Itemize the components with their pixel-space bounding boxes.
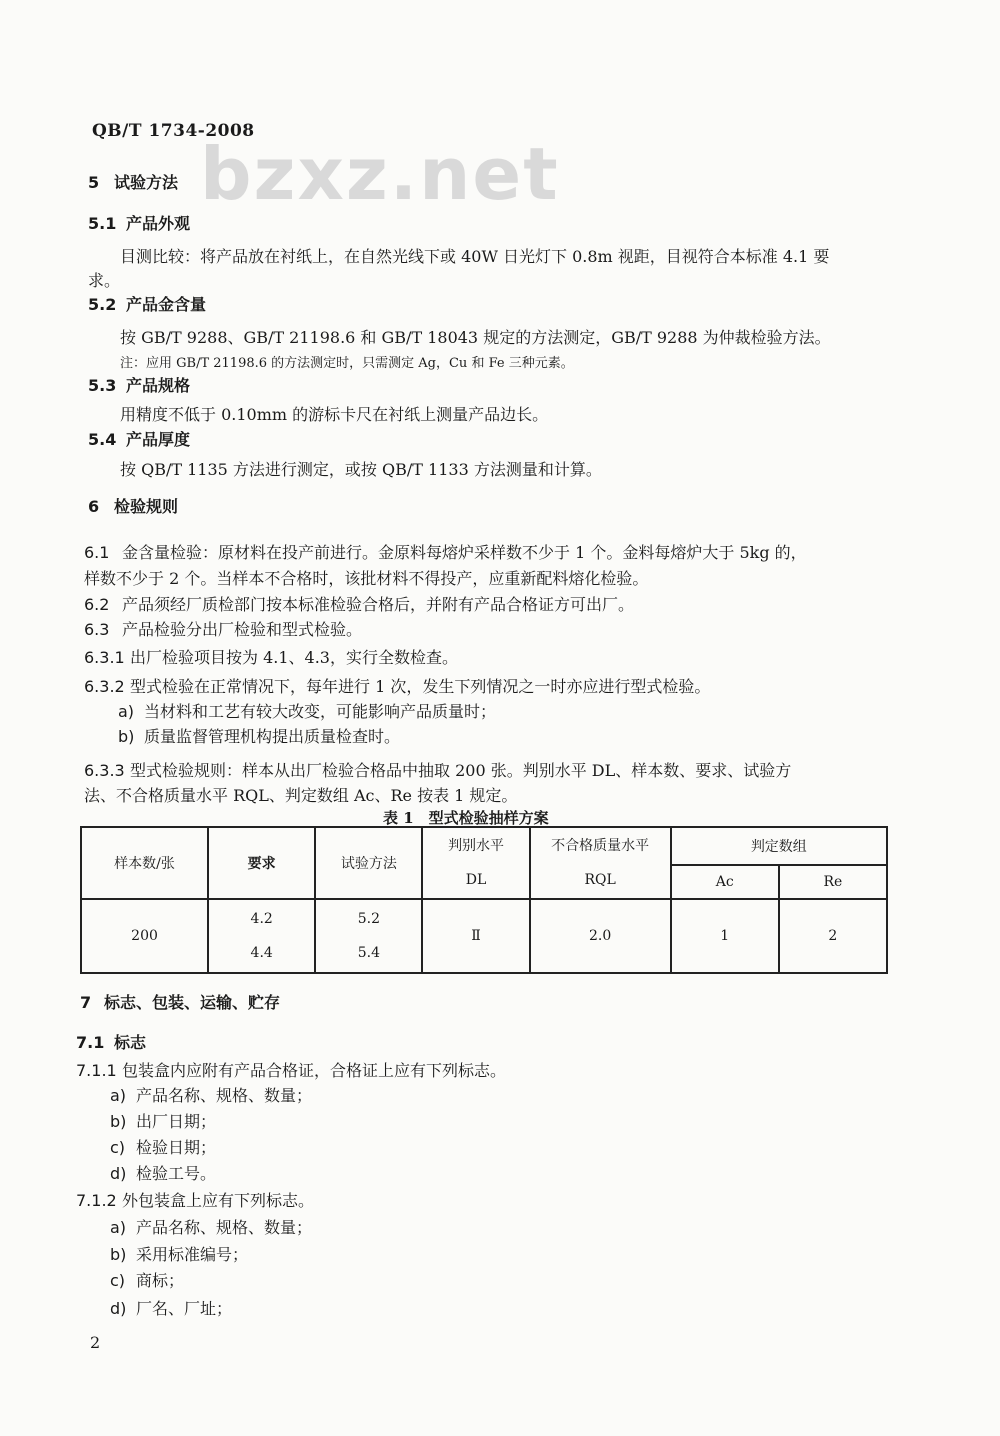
section-7-1-1-item-c [110, 1135, 216, 1158]
cell-requirement [208, 899, 315, 973]
list-item-text: 厂名、厂址； [136, 1299, 233, 1318]
section-7-1-2-text: 外包装盒上应有下列标志。 [122, 1191, 315, 1210]
section-7-1-1-item-b [110, 1109, 216, 1132]
header-test-method: 试验方法 [315, 827, 422, 899]
section-5-2-title: 产品金含量 [126, 295, 207, 314]
section-6-3-2-text: 型式检验在正常情况下，每年进行 1 次，发生下列情况之一时亦应进行型式检验。 [130, 677, 711, 696]
list-item-label: d) [110, 1299, 127, 1318]
header-ac: Ac [671, 865, 779, 899]
section-6-3-number: 6.3 [84, 620, 110, 639]
list-item-label: b) [110, 1245, 127, 1264]
section-6-3-3-number: 6.3.3 [84, 761, 125, 780]
list-item-label: c) [110, 1138, 126, 1157]
section-5-3-text: 用精度不低于 0.10mm 的游标卡尺在衬纸上测量产品边长。 [120, 405, 549, 424]
section-5-2-text: 按 GB/T 9288、GB/T 21198.6 和 GB/T 18043 规定的方法测定，GB/T 9288 为仲裁检验方法。 [120, 328, 831, 347]
header-sample-count: 样本数/张 [81, 827, 208, 899]
section-7-1-2-item-d [110, 1296, 232, 1319]
cell-test-method-2: 5.4 [357, 945, 380, 961]
header-rql [530, 827, 671, 899]
section-6-3-2-item-a [118, 699, 496, 722]
section-6-2-text: 产品须经厂质检部门按本标准检验合格后，并附有产品合格证方可出厂。 [122, 595, 635, 614]
section-5-3-number: 5.3 [88, 376, 117, 395]
section-7-1-1-item-d [110, 1161, 216, 1184]
section-5-4-number: 5.4 [88, 430, 117, 449]
section-5-2-number: 5.2 [88, 295, 117, 314]
section-7-1-1 [76, 1058, 506, 1081]
header-judgement-group: 判定数组 [671, 827, 887, 865]
list-item-label: a) [110, 1086, 127, 1105]
section-5-1-title: 产品外观 [126, 214, 191, 233]
list-item-label: b) [118, 727, 135, 746]
list-item-label: d) [110, 1164, 127, 1183]
section-6-number: 6 [88, 497, 100, 516]
list-item-label: a) [110, 1218, 127, 1237]
list-item-text: 检验工号。 [136, 1164, 217, 1183]
cell-re: 2 [779, 899, 887, 973]
list-item-label: c) [110, 1271, 126, 1290]
list-item-label: b) [110, 1112, 127, 1131]
section-6-1-text-line1: 金含量检验：原材料在投产前进行。金原料每熔炉采样数不少于 1 个。金料每熔炉大于 5kg 的， [122, 543, 807, 562]
section-6-3-2 [84, 674, 710, 697]
section-7-heading [80, 990, 280, 1013]
section-5-1-text-line2: 求。 [88, 271, 121, 290]
section-5-2-note: 注：应用 GB/T 21198.6 的方法测定时，只需测定 Ag，Cu 和 Fe 三种元素。 [120, 356, 574, 371]
cell-requirement-1: 4.2 [250, 911, 273, 927]
page-number: 2 [90, 1333, 101, 1352]
watermark: bzxz.net [200, 132, 560, 216]
section-7-1-2-item-a [110, 1215, 312, 1238]
section-7-1-2-item-c [110, 1268, 184, 1291]
cell-test-method [315, 899, 422, 973]
section-7-title: 标志、包装、运输、贮存 [104, 993, 281, 1012]
section-7-1-1-item-a [110, 1083, 312, 1106]
header-rql-line1: 不合格质量水平 [551, 838, 650, 854]
section-6-2-number: 6.2 [84, 595, 110, 614]
section-7-1-heading [76, 1030, 146, 1053]
header-dl [422, 827, 529, 899]
header-rql-line2: RQL [584, 872, 616, 888]
list-item-text: 当材料和工艺有较大改变，可能影响产品质量时； [144, 702, 497, 721]
list-item-text: 采用标准编号； [136, 1245, 249, 1264]
section-5-4-text: 按 QB/T 1135 方法进行测定，或按 QB/T 1133 方法测量和计算。 [120, 460, 602, 479]
section-6-3-1-number: 6.3.1 [84, 648, 125, 667]
section-6-1-text-line2: 样数不少于 2 个。当样本不合格时，该批材料不得投产，应重新配料熔化检验。 [84, 569, 649, 588]
section-6-heading [88, 494, 178, 517]
section-7-1-2 [76, 1188, 314, 1211]
section-6-3-3-text-line2: 法、不合格质量水平 RQL、判定数组 Ac、Re 按表 1 规定。 [84, 786, 518, 805]
cell-ac: 1 [671, 899, 779, 973]
section-5-1-number: 5.1 [88, 214, 117, 233]
section-5-heading [88, 170, 178, 193]
section-5-title: 试验方法 [114, 173, 179, 192]
list-item-text: 产品名称、规格、数量； [136, 1218, 313, 1237]
header-dl-line2: DL [465, 872, 487, 888]
section-6-2 [84, 592, 634, 615]
section-7-number: 7 [80, 993, 92, 1012]
section-7-1-1-text: 包装盒内应附有产品合格证，合格证上应有下列标志。 [122, 1061, 507, 1080]
table-row [81, 899, 887, 973]
section-5-4-title: 产品厚度 [126, 430, 191, 449]
section-5-3-heading [88, 373, 190, 396]
section-5-1-text-line1: 目测比较：将产品放在衬纸上，在自然光线下或 40W 日光灯下 0.8m 视距，目视符合本标准 4.1 要 [120, 247, 830, 266]
section-6-3-text: 产品检验分出厂检验和型式检验。 [122, 620, 363, 639]
section-7-1-1-number: 7.1.1 [76, 1061, 117, 1080]
cell-test-method-1: 5.2 [357, 911, 380, 927]
section-5-1-heading [88, 211, 190, 234]
section-6-3-1-text: 出厂检验项目按为 4.1、4.3，实行全数检查。 [130, 648, 458, 667]
section-7-1-2-item-b [110, 1242, 248, 1265]
section-5-2-heading [88, 292, 206, 315]
section-6-3-1 [84, 645, 458, 668]
list-item-text: 产品名称、规格、数量； [136, 1086, 313, 1105]
header-dl-line1: 判别水平 [448, 838, 505, 854]
section-5-number: 5 [88, 173, 100, 192]
section-6-3 [84, 617, 362, 640]
cell-rql: 2.0 [530, 899, 671, 973]
section-7-1-2-number: 7.1.2 [76, 1191, 117, 1210]
sampling-plan-table [80, 826, 888, 974]
list-item-text: 商标； [136, 1271, 185, 1290]
cell-requirement-2: 4.4 [250, 945, 273, 961]
cell-sample-count: 200 [81, 899, 208, 973]
section-6-3-3-text-line1: 型式检验规则：样本从出厂检验合格品中抽取 200 张。判别水平 DL、样本数、要求、试验方 [130, 761, 792, 780]
cell-dl: Ⅱ [422, 899, 529, 973]
section-7-1-title: 标志 [114, 1033, 147, 1052]
list-item-text: 检验日期； [136, 1138, 217, 1157]
section-6-3-2-item-b [118, 724, 400, 747]
header-requirement: 要求 [208, 827, 315, 899]
section-5-3-title: 产品规格 [126, 376, 191, 395]
header-re: Re [779, 865, 887, 899]
list-item-label: a) [118, 702, 135, 721]
section-5-4-heading [88, 427, 190, 450]
section-6-1-number: 6.1 [84, 543, 110, 562]
list-item-text: 出厂日期； [136, 1112, 217, 1131]
section-6-3-3-line1 [84, 758, 791, 781]
section-6-1-line1 [84, 540, 807, 563]
section-7-1-number: 7.1 [76, 1033, 105, 1052]
standard-code: QB/T 1734-2008 [92, 121, 255, 141]
table-1-caption: 表 1 型式检验抽样方案 [383, 809, 549, 827]
section-6-3-2-number: 6.3.2 [84, 677, 125, 696]
section-6-title: 检验规则 [114, 497, 179, 516]
list-item-text: 质量监督管理机构提出质量检查时。 [144, 727, 401, 746]
